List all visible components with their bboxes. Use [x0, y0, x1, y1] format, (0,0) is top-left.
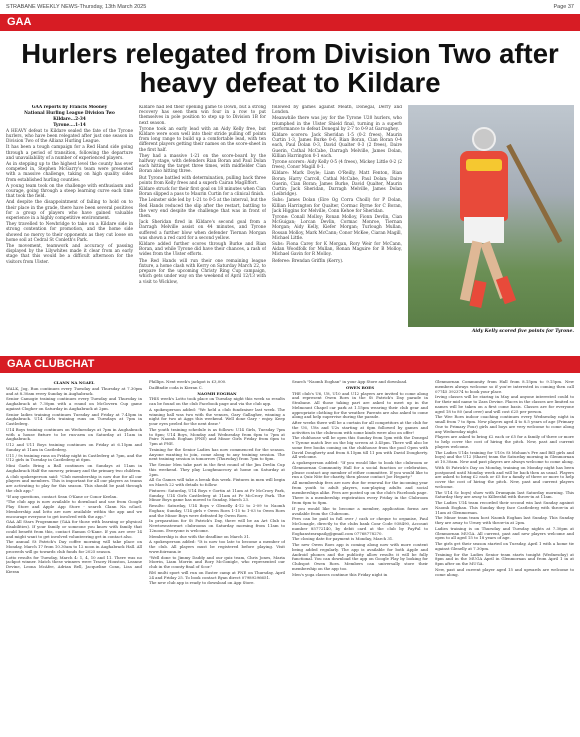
clubchat-column-3 [292, 380, 428, 732]
player-jersey [460, 151, 508, 221]
article-paragraph: They travelled to Newbridge to take on a Kildare side in strong contention for promotion, and the home side showed no mercy to their opponents as they cut loose on home soil at Cedral St Conleth's Park. [6, 222, 133, 243]
article-paragraph: A HEAVY defeat to Kildare sealed the fate of the Tyrone hurlers, who have been relegated after just one season in Division Two of the Allianz Hurling League. [6, 128, 133, 145]
club-paragraph: Results: Saturday, U14 Boys v Glenelly 4-12 to 2-09 to Naomh Eoghan; Sunday, U14 girls v Owen Roes 1-15 to 1-03 to Owen Roes and the Minor Boys were defeated by Owen Roes. [149, 503, 285, 518]
club-paragraph: The Wee Roes indoor coaching continues every Wednesday night in small from 7 to 8pm. New players aged 4 to 8.5 years of age (Primary One to Primary Four) girls and boys are very welcome to come along any Wednesday night. [435, 414, 574, 434]
article-paragraph: Meanwhile there was joy for the Tyrone U20 hurlers, who triumphed in the Ulster Shield final, turning in a superb performance to defeat Donegal by 2-7 to 0-9 at Garvaghey. [272, 116, 402, 132]
club-paragraph: The Ladies U14 team recorded their second win last Sunday against Naomh Eoghan. This Sunday they face Castlederg with throw-in at 11am at Glenmornan. [435, 500, 574, 515]
club-paragraph: After weeks there will be a curtain for all competitors at the club for the U6, U8s and U2s starting at 6pm followed by games and activities in the clubroom with some kinds were also on offer! [292, 420, 428, 435]
club-paragraph: Irving classes will be staring in May and anyone interested could to for their mid name to Zara Devine. Places in the classes are limited so names will be taken on a first come basis. Classes are for everyone aged 18 to 80 (and over) and will cost £25 per person. [435, 394, 574, 414]
club-paragraph: A club spokesperson said: "Club membership is now due for all our players and members. This is important for all our players as teams are activating to play for this season. This should be paid through the club app." [6, 473, 142, 493]
club-paragraph: If you would like to become a member, application forms are available from the Clubroom. [292, 505, 428, 516]
club-paragraph: The clubhouse will be open this Sunday from 1pm with the Donegal v Tyrone match live on the big screen at 3.45pm. There will also be some free books coming on the clubhouse from the pool Open with David Dougherty and from 8.15pm till 11 pm with David Dougherty. All welcome. [292, 435, 428, 460]
clubchat-section [6, 380, 574, 732]
article-paragraph: The Leinster side led by 1-21 to 0-5 at the interval, but the Red Hands reduced the slip after the restart, battling to the very end despite the challenge that was in front of them. [139, 198, 266, 220]
club-paragraph: A spokesperson added: "If you would like to book the clubroom or Glenmornan Community Hall for a social function or celebration, please contact any member of either committee. If you would like to run a Quiz Nite for charity, then please contact Joe Hegarty." [292, 460, 428, 480]
player-helmet [472, 127, 496, 151]
club-paragraph: With St Patrick's Day on Monday, training on Monday night has been postponed until Monday week and will be back then as usual. Players are asked to bring £2 each or £5 for a family of three or more to help cover the cost of hiring the pitch. New, past and current players welcome. [435, 464, 574, 489]
section-band-clubchat: GAA CLUBCHAT [0, 356, 580, 373]
story-column-3 [272, 105, 402, 375]
article-paragraph: Kildare added further scores through Burke and Rian Boran, and while Tyrone did have their chances, a rash of wides from the Ulster efforts. [139, 242, 266, 258]
article-paragraph: Kildare scorers: Jack Sheridan 1-5 (0-2 frees), Maurin Curtin 1-3, James Burke 0-6, Rian Boran, Cian Boran 0-4 each, Paul Dolan 0-3, David Qualter 0-3 (2 frees), Daire Guerin, Cathal McCabe, Darragh Melville, James Dolan, Killian Harrington 0-1 each. [272, 133, 402, 159]
club-paragraph: U11 / 9s training runs on Friday night in Castlederg at 7pm, and the U12 girls in Tuesday in Castlederg at 6pm. [6, 452, 142, 463]
article-paragraph: Subs: Fiona Carey for K Morgan, Rory Weir for McCann, Aidan Woodfolk for Mullan, Ronan Maguire for B Molloy, Michael Gavin for R Molloy. [272, 242, 402, 258]
club-paragraph: Mini Gaels Bring a Ball continues on Sundays at 11am in Aughabrack Half the nursery, primary and the primary two children. [6, 463, 142, 473]
club-paragraph: Search "Naomh Eoghan" in your App Store and download. [292, 380, 408, 384]
club-paragraph: The U14 Sc boys) show with Drumquin last Saturday morning. This Saturday they are away to Killeeshil with throw-in at 11am. [435, 489, 574, 500]
page-header [0, 0, 580, 14]
headline: Hurlers relegated from Division Two after heavy defeat to Kildare [21, 38, 559, 98]
article-paragraph: followed by games against Meath, Donegal, Derry and London. [272, 105, 402, 116]
club-paragraph: The annual St Patrick's Day coffee morning will take place on Monday, March 17 from 10.30am to 12 noon in Aughabrack Hall. All proceeds will go towards club funds for 2025 season. [6, 539, 142, 554]
club-paragraph: Senior ladies training continues Tuesday and Friday at 7.45pm in Aughabrack. U14 Girls training runs on Tuesdays at 7pm in Castlederg. [6, 411, 142, 426]
article-paragraph: It has been a tough campaign for a Red Hand side going through a period of transition, following the departure and unavailability of a number of experienced players. [6, 145, 133, 161]
club-paragraph: U14 Boys training continues on Wednesdays at 7pm in Aughabrack with a house fixture to be run-arm on Saturday at 11am in Aughabrack. [6, 426, 142, 442]
club-paragraph: There is a membership registration every Friday in the Clubroom from 6pm to 8pm. [292, 495, 428, 505]
article-paragraph: Referee: Brendan Griffin (Kerry). [272, 258, 344, 264]
main-story [6, 105, 574, 375]
clubchat-column-1 [6, 380, 142, 732]
page-number: Page 37 [553, 4, 574, 10]
article-paragraph: Subs: James Dolan (Eire Og Corra Choill) for P Dolan, Killian Harrington for Qualter, Cormac Byrne for C Boran, Jack Higgins for Melville, Conn Kehoe for Sheridan. [272, 198, 402, 214]
club-paragraph: RM multi sport will run on Easter camp at PNE on Thursday, April 24 and Friday 25. To book contact Ryan direct 07989296651. [149, 569, 285, 580]
club-paragraph: Membership is due with the deadline on March 31. [149, 533, 251, 539]
byline: GAA reports by Francis Mooney [31, 105, 108, 110]
club-paragraph: Phillips. Next week's jackpot is £3,000. [149, 380, 227, 384]
clubchat-column-4 [435, 380, 574, 732]
club-paragraph: "If any questions, contact Sean O'Kane or Conor Keelan. [6, 493, 118, 499]
club-paragraph: U12 and U11 Boys training continues on Friday at 6.15pm and Sunday at 11am in Castlederg. [6, 442, 142, 452]
club-paragraph: A spokesperson added: "It is now too late to become a member of the club. All players must be registered before playing. Visit www.foireann.ie [149, 539, 285, 554]
player-sock [496, 276, 516, 305]
club-paragraph: Fees can be paid in full over / cash or cheque to organise, Paul McGonagle, directly to the clubs bank Conr Code 938490, Account number 85772140, by debit card at the club by PayPal to Eoghanstrarapailg@gmail.com 07768778270. [292, 516, 428, 536]
club-paragraph: Training for the Senior Ladies has now commenced for the season. Anyone wanting to join, come along to any training session. The next training session is tomorrow (Thursday) from 7pm to 8pm. [149, 446, 285, 462]
club-paragraph: Players are asked to bring £2 each or £5 for a family of three or more to help cover the cost of hiring the pitch. New, past and current players welcome. [435, 434, 574, 449]
club-paragraph: New, past and current player aged 15 and upwards are welcome to come along. [435, 566, 574, 577]
score-kildare: Kildare...2-34 [53, 117, 86, 123]
club-title: NAOMH EOGHAN [197, 390, 237, 396]
club-paragraph: Ladies training is on Thursday and Tuesday nights at 7.30pm at Glenmornan MUGA. All current, past and new players welcome and open to all aged 15 to 18 years of age. [435, 525, 574, 541]
club-paragraph: Training for the Ladies Senior team starts tonight (Wednesday) at 8pm and in the MUGA April in Glenmornan and from April 1 in at 8pm after on the MUGA. [435, 551, 574, 566]
article-paragraph: They had a massive 1-21 on the score-board by the halfway stage, with defenders Rian Boran and Paul Dolan each hitting the target three times, with midfielder Cian Boran also hitting three. [139, 153, 266, 175]
article-paragraph: Tyrone scorers: Aidy Kelly 0-5 (4 frees), Mickey Little 0-2 (2 frees), Conor Magill 0-1. [272, 160, 402, 171]
club-paragraph: Men's yoga classes continue this Friday night in [292, 571, 388, 577]
story-column-2 [139, 105, 266, 375]
club-paragraph: All Go Games will take a break this week. Fixtures in men will begin on March 22 with details to follow. [149, 477, 285, 487]
clubchat-column-2 [149, 380, 285, 732]
story-column-1 [6, 105, 133, 375]
club-paragraph: The new club app is ready to download on App Store. [149, 580, 255, 586]
article-paragraph: The Red Hands will run their one remaining league fixture, a home clash with Kerry on Saturday March 22, to prepare for the upcoming Christy Ring Cup campaign, which gets under way on the weekend of April 12/13 with a visit to Wicklow, [139, 258, 266, 285]
club-paragraph: The closing date for payment is Monday, March 31. [292, 536, 394, 542]
club-paragraph: The youth training schedule is as follows: U14 Girls, Tuesday 7pm to 8pm; U14 Boys, Monday and Wednesday from 6pm to 7pm at Pairc Naomh Eoghan (PNE) and Minor Girls Friday from 6pm to 7pm at PNE. [149, 426, 285, 446]
article-paragraph: Kildare struck for their first goal on 18 minutes when Cian Boran slipped a pass to Maurin Curtin for a clinical finish. [139, 187, 266, 198]
club-paragraph: The Minor team team host Naomh Eoghan last Sunday. This Sunday they are away to Urney with throw-in at 2pm. [435, 515, 574, 525]
player-shorts [464, 217, 504, 243]
photo-caption: Aidy Kelly scored five points for Tyrone. [471, 329, 574, 334]
hurler-photo [408, 105, 574, 327]
article-paragraph: Kildare: Mark Doyle; Liam O'Reilly, Matt Fenton, Rian Boran; Harry Carroll, Cathal McCabe, Paul Dolan; Daire Guerin, Cian Boran; James Burke, David Qualter, Maurin Curtin; Jack Sheridan, Darragh Melville, James Dolan (Leibridge). [272, 171, 402, 198]
article-paragraph: A young team took on the challenge with enthusiasm and courage, going through a steep learning curve each time that took the field. [6, 183, 133, 200]
club-title: CLANN NA NGAEL [53, 380, 95, 385]
article-paragraph: Kildare had led their opening game to Down, but a strong recovery has seen them win four in a row to put themselves in pole position to step up to Division 1B for next season. [139, 105, 266, 126]
club-paragraph: Dailfindie coda is Kieran C. [149, 384, 203, 390]
article-paragraph: As in stepping up to the highest level the county has ever competed in, Stephen McGarry's team were presented with a massive challenge, taking on high quality sides from established hurling counties. [6, 162, 133, 183]
club-paragraph: Lotto results for Tuesday, March 4: 1, 4, 10 and 11. There was no jackpot winner. Match these winners were Tracey Houston, Leanne Devine, Leona McAfee, Adrian Bell, Jacqueline Conn, Lisa and Kieran [6, 554, 142, 574]
section-band-gaa: GAA [0, 14, 580, 31]
article-paragraph: Tyrone: Conall Molloy; Ronan Molloy, Fionn Devlin, Cian McGuigan; Lorcan Devlin, Cormac Monroe, Tiernan Morgan; Aidy Kelly, Kiefer Morgan; Turlough Mullan, Rossan Molloy, Mark McCann; Conor McKee, Ciaran Magill, Michael Little. [272, 215, 402, 241]
article-paragraph: But Tyrone battled with determination, pulling back three points from Kelly frees and a superb Cairan MagEffort. [139, 175, 266, 186]
club-title: OWEN ROES [345, 384, 375, 390]
club-paragraph: THE club's U6, U8, U10 and U12 players are invited to come along and represent Owen Roes in the St Patrick's Day parade in Strabane. All those taking part are asked to meet up in the Melmount Chapel car park at 1.15pm wearing their club gear and appropriate clothing for the weather. Parents are also asked to come along and help supervise during the parade. [292, 390, 428, 420]
club-paragraph: Fixtures: Saturday, U14 Boys v Gortin at 11am at Fr McCrory Park, Sunday, U14 Girls Castlederg at 11am at Fr McCrory Park. The Minor Boys game has moved to Sunday, March 23. [149, 487, 285, 503]
article-paragraph: The movement, teamwork and accuracy of passing displayed by the Lilywhites made it clear from an early stage that this would be a difficult afternoon for the visitors from Ulster. [6, 244, 133, 265]
club-paragraph: WALK, Jog, Run continues every Tuesday and Thursday at 7.30pm and at 8.30am every Sunday in Aughabrack. [6, 385, 142, 396]
article-paragraph: Tyrone took an early lead with an Aidy Kelly free, but Kildare were soon well into their stride pulling off points from long range to build up a comfortable lead, with ten different players getting their names on the score-sheet in the first half. [139, 126, 266, 153]
club-paragraph: Glenmornan Community from Hall from 8.15pm to 9.15pm. New members always welcome so if you're interested in coming then call 07745 392374 to book your place. [435, 380, 574, 394]
club-paragraph: THIS week's Lotto took place on Tuesday night this week so results can be found on the club Facebook page and via the club app. [149, 396, 285, 406]
club-paragraph: The new Owen Roes app is coming along now with more content being added regularly. The app is available for both Apple and Android phones and the publicity allow results it will be fully functional. You can download the app on Google Play by looking for Clubspot Owen Roes. Members can universally store their membership on the app too. [292, 542, 428, 571]
hurley-stick [506, 144, 562, 243]
score-tyrone: Tyrone....1-14 [53, 122, 86, 128]
club-paragraph: The girls get their season started on Tuesday, April 1 with a home tie against Glenelly at 7.30pm. [435, 541, 574, 551]
club-paragraph: Senior Camogie training continues every Tuesday and Thursday in Aughabrack at 7.30pm with a round on McGovern Cup game against Clogher on Saturday in Aughabrack at 2pm. [6, 396, 142, 411]
byline-competition: National Hurling League Division Two [24, 111, 115, 117]
club-paragraph: The Ladies U14s training for U10s St Moluan's Pre and Bill girls and boys) and the U12 (Share) team the Saturday morning in Glenmornan at 10.30am. New and past players are always welcome to come along. [435, 449, 574, 464]
club-paragraph: GAA All Stars Programme (GAA for those with learning or physical disabilities). If your family or someone you know with family that could benefit from this, contact Eamon O'Kane. If you are over 14 and might want to get involved volunteering get in contact also. [6, 519, 142, 539]
club-paragraph: "Well done to Jimmy Daddy and our quiz team, Chris Jones, Maria Morrin, Liam Morrin and Rory McGonigle, who represented our club in the county final of Scor." [149, 554, 285, 569]
article-paragraph: And despite the disappointment of failing to hold on to their place in the grade, there have been several positives for a group of players who have gained valuable experience in a highly competitive environment. [6, 200, 133, 222]
article-paragraph: Jack Sheridan fired in Kildare's second goal from a Darragh Melville assist on 44 minutes, and Tyrone suffered a further blow when defender Tiernan Morgan was shown a red card for a second yellow. [139, 220, 266, 241]
club-paragraph: A spokesperson added: "We held a club fundraiser last week. The winning ball was two with the venues, Gary Gallagher, winning a night for two at Aggs this weekend. Well done Gary - enjoy. Keep your eyes peeled for the next draw." [149, 406, 285, 426]
club-paragraph: The Senior Men take part in the first round of the Jim Devlin Cup this weekend. They play Loughmacrory at home on Saturday at 2pm. [149, 462, 285, 477]
newspaper-masthead: STRABANE WEEKLY NEWS-Thursday, 13th March 2025 [6, 4, 147, 10]
club-paragraph: All membership fees are now due for renewal for the incoming year from youth to adult players, non-playing adults and social memberships alike. Fees are posted up on the club's Facebook page. [292, 480, 428, 495]
club-paragraph: "The club app is now available to download and use from Google Play Store and Apple App Store - search Clann Na nGael. Membership and lotto are now available within the app and we encourage everyone to get involved with the app." [6, 499, 142, 519]
club-paragraph: In preparation for St Patrick's Day, there will be an Art Club in Newtownstewart clubrooms on Saturday morning from 11am to 12noon. Everyone is welcome. [149, 518, 285, 533]
